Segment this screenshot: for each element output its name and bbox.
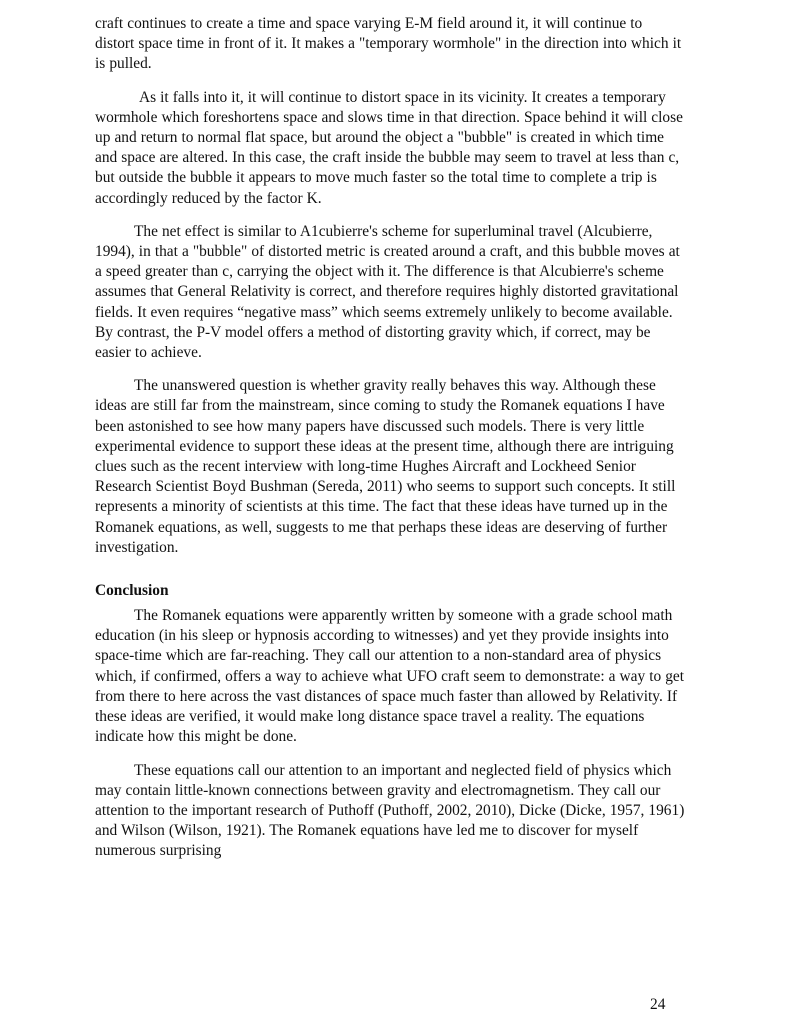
paragraph-unanswered-question: The unanswered question is whether gravity really behaves this way. Although these ideas are still far from the mainstream, since coming to study the Romanek equations I have been astonished to see how many papers have discussed such models. There is very little experimental evidence to support these ideas at the present time, although there are intriguing clues such as the recent interview with long-time Hughes Aircraft and Lockheed Senior Research Scientist Boyd Bushman (Sereda, 2011) who seems to support such concepts. It still represents a minority of scientists at this time. The fact that these ideas have turned up in the Romanek equations, as well, suggests to me that perhaps these ideas are deserving of further investigation.: [95, 377, 676, 556]
page-body: [95, 14, 685, 875]
section-heading-conclusion: Conclusion: [95, 582, 169, 600]
paragraph-craft-continues: craft continues to create a time and space varying E-M field around it, it will continue to distort space time in front of it. It makes a "temporary wormhole" in the direction into which it is pulled.: [95, 15, 682, 73]
paragraph-net-effect: The net effect is similar to A1cubierre's scheme for superluminal travel (Alcubierre, 1994), in that a "bubble" of distorted metric is created around a craft, and this bubble moves at a speed greater than c, carrying the object with it. The difference is that Alcubierre's scheme assumes that General Relativity is correct, and therefore requires highly distorted gravitational fields. It even requires “negative mass” which seems extremely unlikely to become available. By contrast, the P-V model offers a method of distorting gravity which, if correct, may be easier to achieve.: [95, 222, 680, 362]
paragraph-romanek-equations: The Romanek equations were apparently written by someone with a grade school math education (in his sleep or hypnosis according to witnesses) and yet they provide insights into space-time which are far-reaching. They call our attention to a non-standard area of physics which, if confirmed, offers a way to achieve what UFO craft seem to demonstrate: a way to get from there to here across the vast distances of space much faster than allowed by Relativity. If these ideas are verified, it would make long distance space travel a reality. The equations indicate how this might be done.: [95, 607, 685, 746]
page-number: 24: [650, 996, 666, 1013]
paragraph-equations-call-attention: These equations call our attention to an important and neglected field of physics which may contain little-known connections between gravity and electromagnetism. They call our attention to the important research of Puthoff (Puthoff, 2002, 2010), Dicke (Dicke, 1957, 1961) and Wilson (Wilson, 1921). The Romanek equations have led me to discover for myself numerous surprising: [95, 761, 685, 860]
paragraph-falls-into-it: As it falls into it, it will continue to distort space in its vicinity. It creates a temporary wormhole which foreshortens space and slows time in that direction. Space behind it will close up and return to normal flat space, but around the object a "bubble" is created in which time and space are altered. In this case, the craft inside the bubble may seem to travel at less than c, but outside the bubble it appears to move much faster so the total time to complete a trip is accordingly reduced by the factor K.: [95, 88, 683, 207]
